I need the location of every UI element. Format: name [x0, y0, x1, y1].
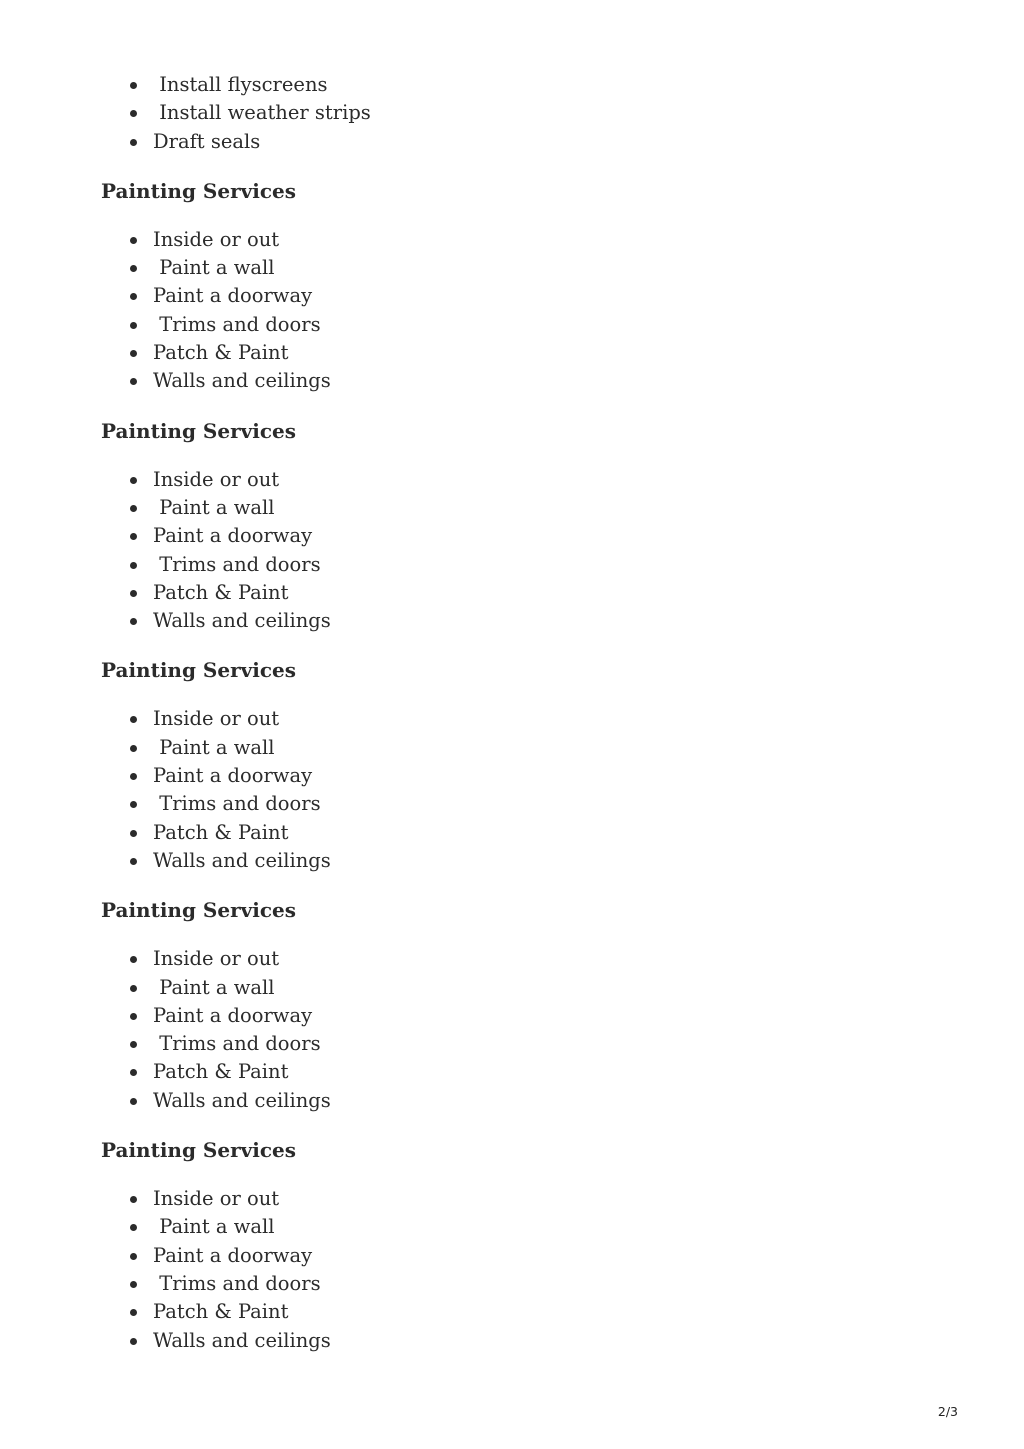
- bullet-icon: [130, 985, 137, 992]
- list-item: [101, 819, 901, 847]
- bullet-icon: [130, 237, 137, 244]
- list-item: [101, 945, 901, 973]
- section-list: [101, 226, 901, 396]
- list-item-text: Trims and doors: [153, 552, 321, 576]
- list-item-text: Paint a wall: [153, 735, 275, 759]
- bullet-icon: [130, 590, 137, 597]
- list-item-text: Install weather strips: [153, 101, 371, 125]
- list-item-text: Inside or out: [153, 227, 280, 251]
- list-item: [101, 1242, 901, 1270]
- list-item: [101, 1298, 901, 1326]
- bullet-icon: [130, 956, 137, 963]
- list-item-text: Paint a doorway: [153, 524, 313, 548]
- bullet-icon: [130, 1253, 137, 1260]
- list-item: [101, 1002, 901, 1030]
- list-item: [101, 71, 901, 99]
- list-item: [101, 1030, 901, 1058]
- list-item: [101, 99, 901, 127]
- list-item: [101, 790, 901, 818]
- section-list: [101, 1185, 901, 1355]
- section-list: [101, 705, 901, 875]
- list-item: [101, 226, 901, 254]
- bullet-icon: [130, 773, 137, 780]
- bullet-icon: [130, 830, 137, 837]
- list-item: [101, 579, 901, 607]
- list-item-text: Trims and doors: [153, 792, 321, 816]
- list-item: [101, 282, 901, 310]
- page-content: [101, 71, 901, 1355]
- bullet-icon: [130, 801, 137, 808]
- section-heading: Painting Services: [101, 898, 297, 923]
- list-item: [101, 551, 901, 579]
- bullet-icon: [130, 1224, 137, 1231]
- list-item: [101, 1058, 901, 1086]
- list-item-text: Paint a doorway: [153, 1003, 313, 1027]
- section-heading: Painting Services: [101, 1138, 297, 1163]
- bullet-icon: [130, 82, 137, 89]
- list-item: [101, 1087, 901, 1115]
- list-item-text: Walls and ceilings: [153, 1328, 331, 1352]
- list-item: [101, 705, 901, 733]
- list-item-text: Trims and doors: [153, 1032, 321, 1056]
- intro-list: [101, 71, 901, 156]
- bullet-icon: [130, 618, 137, 625]
- page-number: 2/3: [937, 1404, 958, 1419]
- list-item: [101, 522, 901, 550]
- bullet-icon: [130, 1098, 137, 1105]
- list-item: [101, 254, 901, 282]
- list-item: [101, 494, 901, 522]
- section-list: [101, 466, 901, 636]
- bullet-icon: [130, 293, 137, 300]
- list-item: [101, 762, 901, 790]
- list-item-text: Inside or out: [153, 707, 280, 731]
- list-item-text: Paint a doorway: [153, 284, 313, 308]
- list-item-text: Patch & Paint: [153, 1300, 289, 1324]
- bullet-icon: [130, 322, 137, 329]
- bullet-icon: [130, 1041, 137, 1048]
- list-item-text: Paint a wall: [153, 495, 275, 519]
- bullet-icon: [130, 265, 137, 272]
- list-item: [101, 367, 901, 395]
- list-item-text: Inside or out: [153, 1187, 280, 1211]
- bullet-icon: [130, 1196, 137, 1203]
- list-item-text: Patch & Paint: [153, 580, 289, 604]
- list-item-text: Draft seals: [153, 129, 261, 153]
- list-item: [101, 734, 901, 762]
- bullet-icon: [130, 858, 137, 865]
- list-item: [101, 1185, 901, 1213]
- list-item-text: Walls and ceilings: [153, 609, 331, 633]
- list-item: [101, 1270, 901, 1298]
- section-heading: Painting Services: [101, 658, 297, 683]
- bullet-icon: [130, 1013, 137, 1020]
- list-item: [101, 847, 901, 875]
- list-item: [101, 1213, 901, 1241]
- list-item: [101, 311, 901, 339]
- list-item-text: Inside or out: [153, 947, 280, 971]
- list-item-text: Trims and doors: [153, 312, 321, 336]
- list-item-text: Install flyscreens: [153, 73, 328, 96]
- list-item-text: Paint a wall: [153, 1215, 275, 1239]
- list-item-text: Walls and ceilings: [153, 848, 331, 872]
- bullet-icon: [130, 1281, 137, 1288]
- bullet-icon: [130, 745, 137, 752]
- list-item: [101, 974, 901, 1002]
- list-item-text: Walls and ceilings: [153, 369, 331, 393]
- bullet-icon: [130, 1069, 137, 1076]
- bullet-icon: [130, 378, 137, 385]
- section-heading: Painting Services: [101, 418, 297, 443]
- bullet-icon: [130, 1338, 137, 1345]
- list-item-text: Patch & Paint: [153, 820, 289, 844]
- list-item-text: Walls and ceilings: [153, 1088, 331, 1112]
- bullet-icon: [130, 716, 137, 723]
- bullet-icon: [130, 505, 137, 512]
- section-list: [101, 945, 901, 1115]
- list-item-text: Trims and doors: [153, 1271, 321, 1295]
- list-item-text: Paint a wall: [153, 256, 275, 280]
- bullet-icon: [130, 139, 137, 146]
- list-item-text: Paint a wall: [153, 975, 275, 999]
- list-item: [101, 128, 901, 156]
- list-item: [101, 466, 901, 494]
- list-item: [101, 607, 901, 635]
- bullet-icon: [130, 110, 137, 117]
- bullet-icon: [130, 350, 137, 357]
- list-item: [101, 1327, 901, 1355]
- list-item: [101, 339, 901, 367]
- bullet-icon: [130, 1309, 137, 1316]
- list-item-text: Inside or out: [153, 467, 280, 491]
- list-item-text: Patch & Paint: [153, 341, 289, 365]
- list-item-text: Paint a doorway: [153, 1243, 313, 1267]
- bullet-icon: [130, 562, 137, 569]
- bullet-icon: [130, 477, 137, 484]
- list-item-text: Paint a doorway: [153, 764, 313, 788]
- list-item-text: Patch & Paint: [153, 1060, 289, 1084]
- bullet-icon: [130, 533, 137, 540]
- section-heading: Painting Services: [101, 178, 297, 203]
